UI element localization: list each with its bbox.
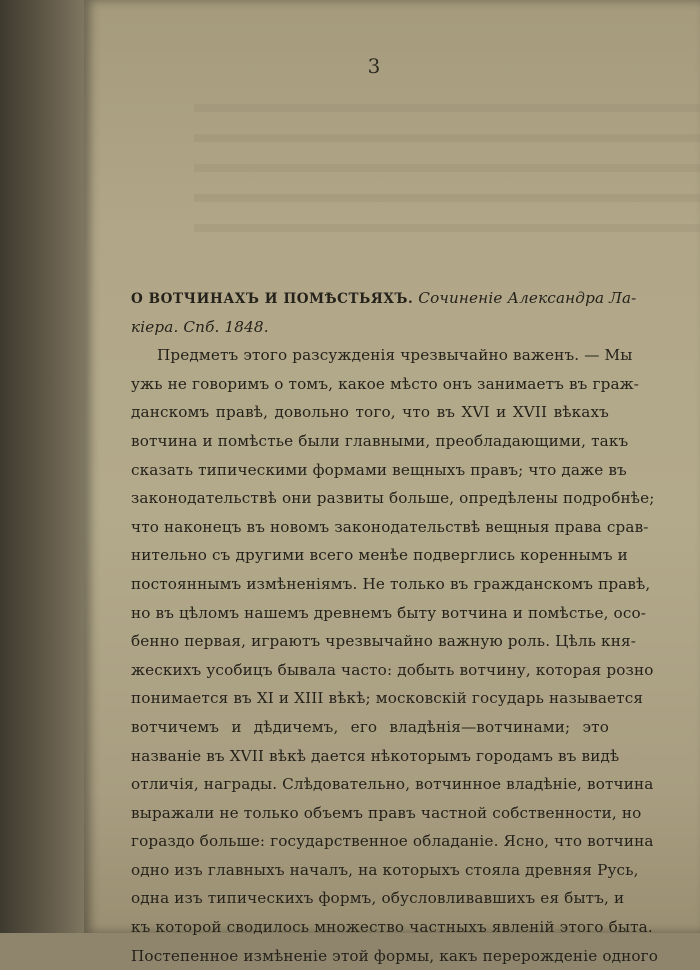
text-line: названіе въ XVII вѣкѣ дается нѣкоторымъ городамъ въ видѣ xyxy=(131,746,620,765)
page-number: 3 xyxy=(367,54,381,78)
text-line: Постепенное измѣненіе этой формы, какъ перерожденіе одного xyxy=(131,946,659,965)
text-line: что наконецъ въ новомъ законодательствѣ вещныя права срав- xyxy=(131,517,649,536)
text-line: выражали не только объемъ правъ частной собственности, но xyxy=(131,803,642,822)
text-line: жескихъ усобицъ бывала часто: добыть вотчину, которая розно xyxy=(131,660,654,679)
text-line: вотчина и помѣстье были главными, преобладающими, такъ xyxy=(131,431,629,450)
heading-author-line2: кіера. Спб. 1848. xyxy=(131,317,269,336)
text-line: гораздо больше: государственное обладаніе. Ясно, что вотчина xyxy=(131,832,654,851)
text-line: нительно съ другими всего менѣе подверглись кореннымъ и xyxy=(131,546,628,565)
heading-title: О ВОТЧИНАХЪ И ПОМѢСТЬЯХЪ. xyxy=(131,291,414,307)
text-line: одна изъ типическихъ формъ, обусловливавшихъ ея бытъ, и xyxy=(131,889,625,908)
show-through-text xyxy=(194,90,700,240)
text-line: законодательствѣ они развиты больше, опредѣлены подробнѣе; xyxy=(131,489,655,508)
text-line: отличія, награды. Слѣдовательно, вотчинное владѣніе, вотчина xyxy=(131,775,654,794)
text-line: бенно первая, играютъ чрезвычайно важную роль. Цѣль кня- xyxy=(131,632,636,651)
text-line: Предметъ этого разсужденія чрезвычайно важенъ. — Мы xyxy=(157,346,633,365)
text-line: постояннымъ измѣненіямъ. Не только въ гражданскомъ правѣ, xyxy=(131,574,651,593)
text-line: вотчичемъ и дѣдичемъ, его владѣнія—вотчинами; это xyxy=(131,717,609,736)
text-line: понимается въ XI и XIII вѣкѣ; московскій государь называется xyxy=(131,689,644,708)
text-line: къ которой сводилось множество частныхъ явленій этого быта. xyxy=(131,918,653,937)
article-heading xyxy=(131,284,637,313)
heading-author-line1: Сочиненіе Александра Ла- xyxy=(418,289,637,307)
text-line: одно изъ главныхъ началъ, на которыхъ стояла древняя Русь, xyxy=(131,860,639,879)
book-gutter xyxy=(0,0,88,933)
text-line: ужь не говоримъ о томъ, какое мѣсто онъ занимаетъ въ граж- xyxy=(131,374,640,393)
text-line: но въ цѣломъ нашемъ древнемъ быту вотчина и помѣстье, осо- xyxy=(131,603,647,622)
text-line: данскомъ правѣ, довольно того, что въ XVI и XVII вѣкахъ xyxy=(131,403,609,422)
article-text xyxy=(131,284,659,970)
text-line: сказать типическими формами вещныхъ правъ; что даже въ xyxy=(131,460,627,479)
